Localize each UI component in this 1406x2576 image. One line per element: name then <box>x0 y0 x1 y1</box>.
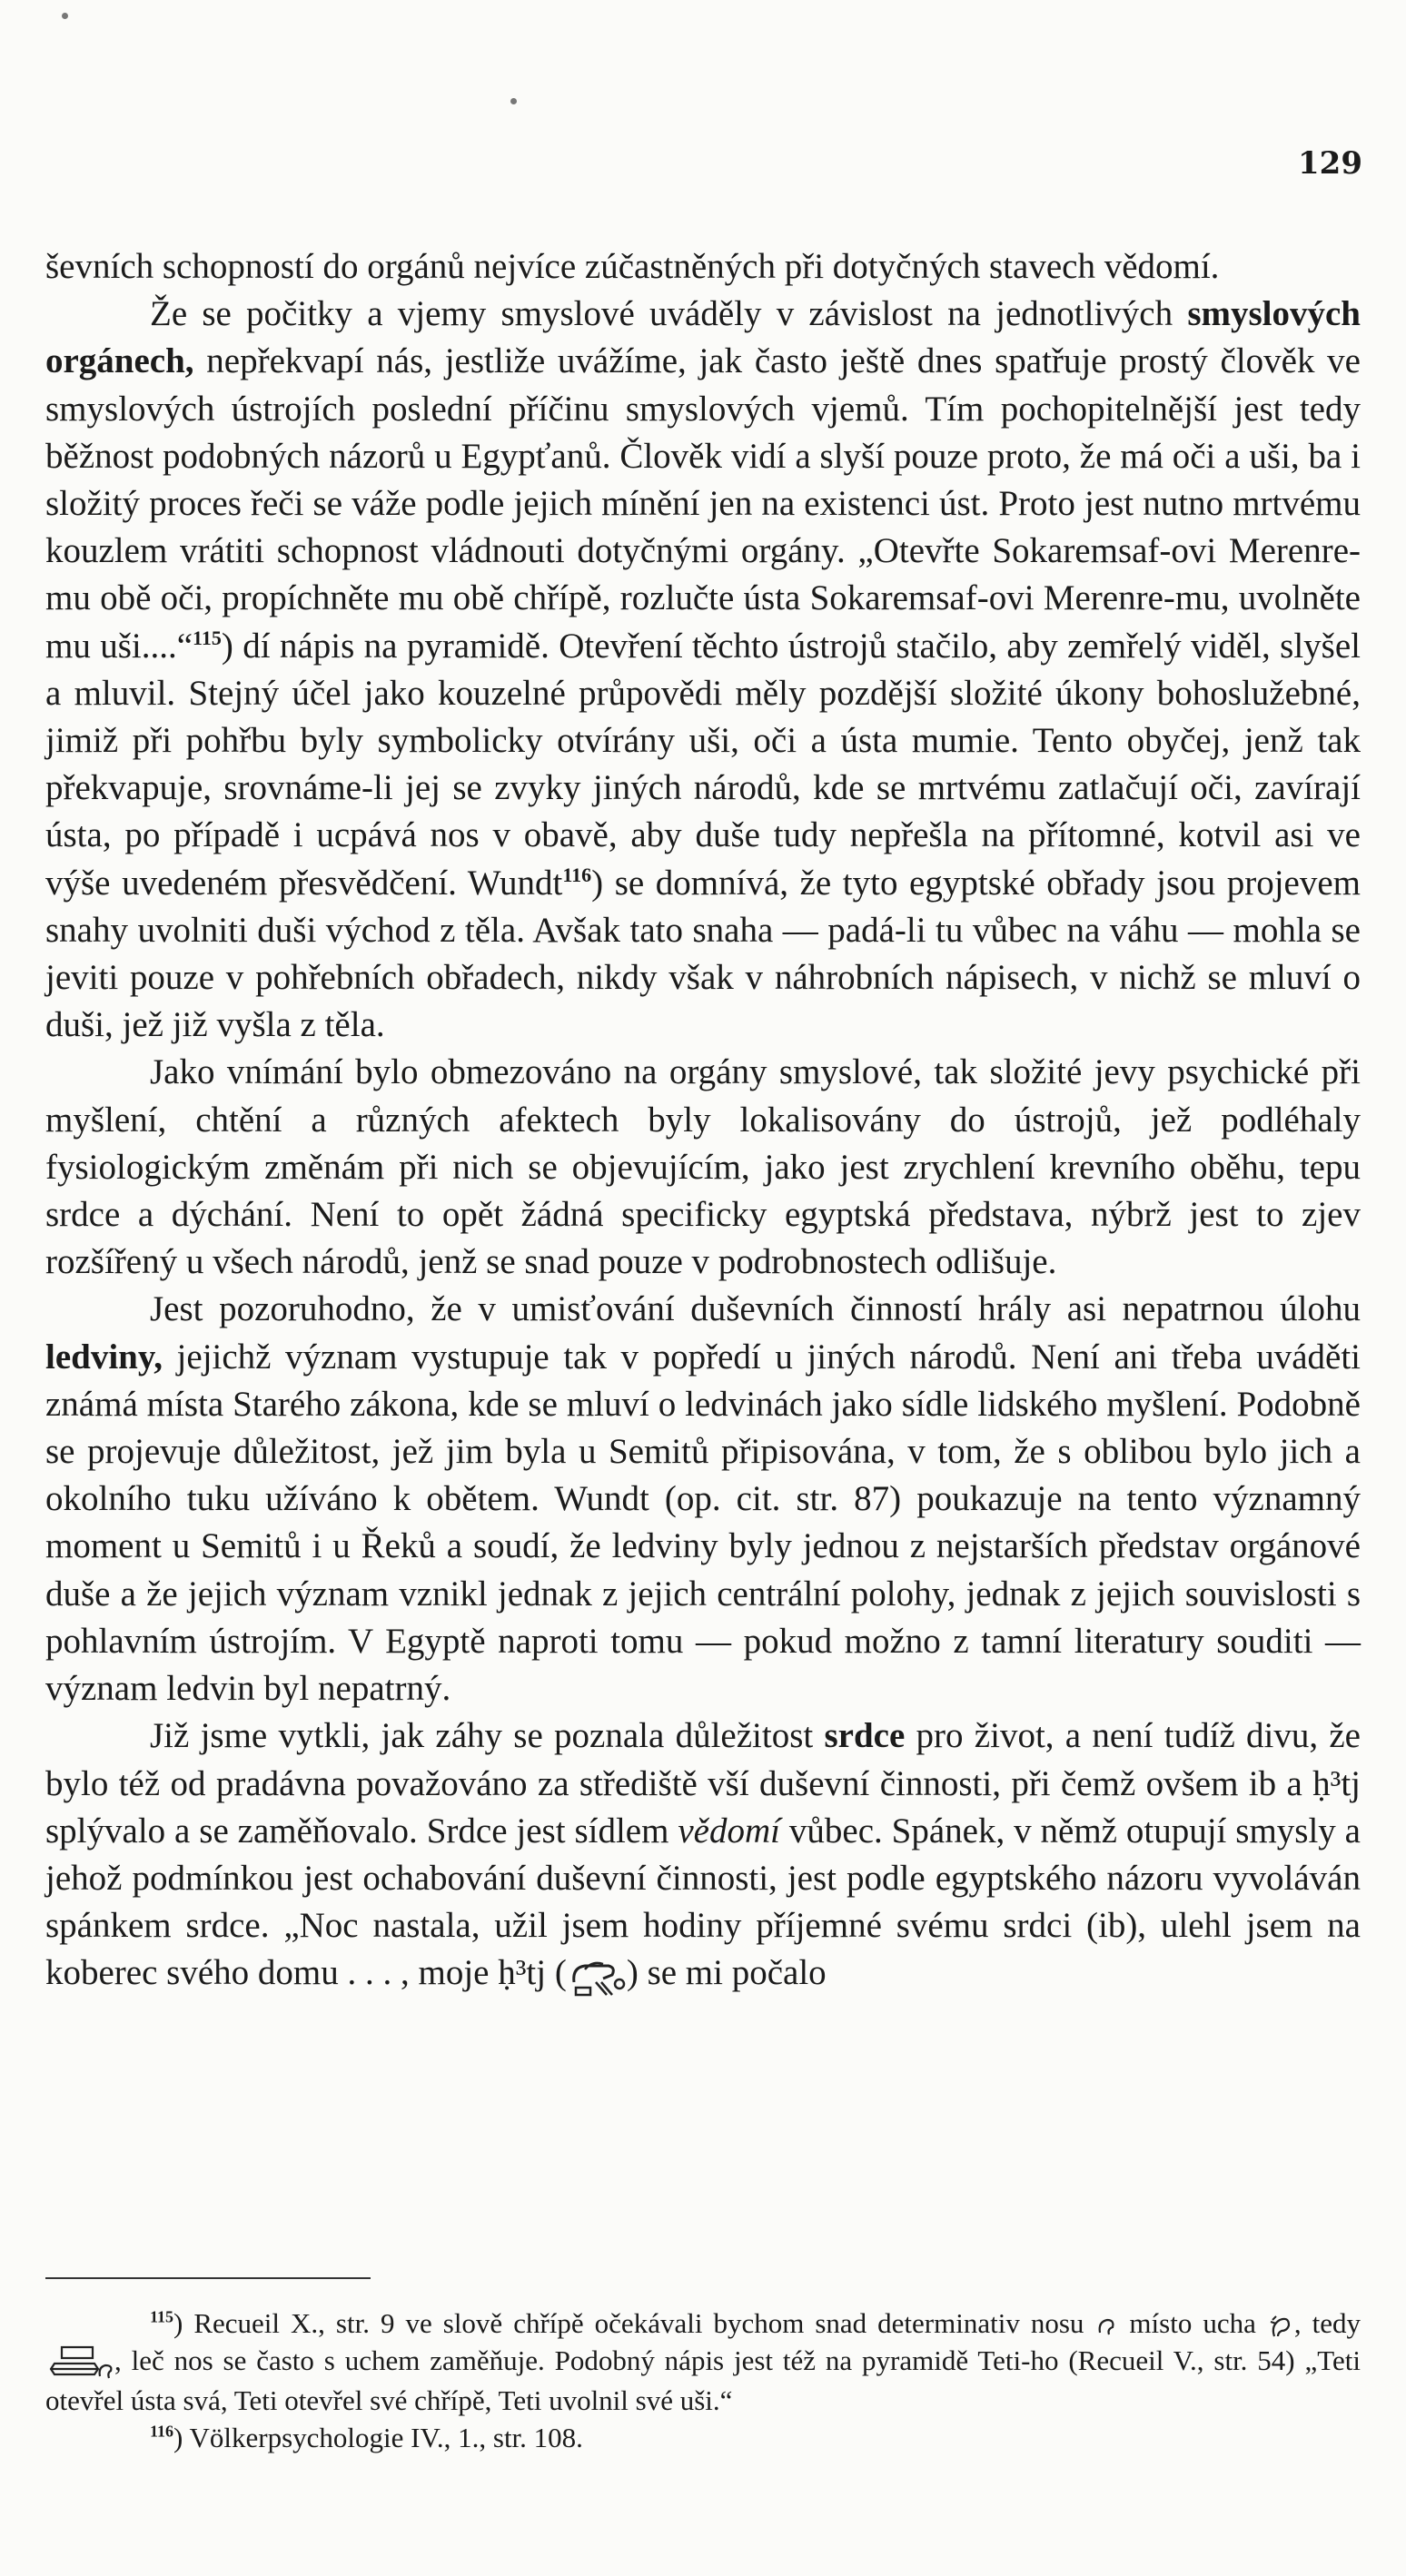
paragraph <box>45 1049 1361 1286</box>
bold-term: srdce <box>824 1716 906 1756</box>
text-run: Že se počitky a vjemy smyslové uváděly v závislost na jednotlivých <box>150 294 1188 334</box>
paragraph <box>45 243 1361 291</box>
speck-mark <box>510 98 517 104</box>
page-number: 129 <box>1298 145 1362 182</box>
text-run: pro život, a není tudíž divu, že bylo též od pradávna považováno za střediště vší duševní činnosti, při čemž ovšem ib a ḥ³tj splývalo a se zaměňovalo. Srdce jest sídlem <box>45 1716 1361 1851</box>
paragraph <box>45 1286 1361 1712</box>
italic-term: vědomí <box>678 1811 780 1851</box>
bold-term: smyslových orgánech, <box>45 294 1361 381</box>
text-run: , leč nos se často s uchem zaměňuje. Podobný nápis jest též na pyramidě Teti-ho (Recueil V., str. 54) „Teti otevřel ústa svá, Teti otevřel své chřípě, Teti uvolnil své uši.“ <box>45 2344 1361 2416</box>
text-run: ) dí nápis na pyramidě. Otevření těchto ústrojů stačilo, aby zemřelý viděl, slyšel a mluvil. Stejný účel jako kouzelné průpovědi měly pozdější složité úkony bohoslužebné, jimiž při pohřbu byly symbolicky otvírány uši, oči a ústa mumie. Tento obyčej, jenž tak překvapuje, srovnáme-li jej se zvyky jiných národů, kde se mrtvému zatlačují oči, zavírají ústa, po případě i ucpává nos v obavě, aby duše tudy nepřešla na přítomné, kotvil asi ve výše uvedeném přesvědčení. Wundt <box>45 626 1361 903</box>
text-run: místo ucha <box>1118 2307 1267 2339</box>
nose-glyph-icon <box>1094 2314 1118 2338</box>
footnote-mark: 115 <box>150 2307 174 2326</box>
text-run: jejichž význam vystupuje tak v popředí u jiných národů. Není ani třeba uváděti známá místa Starého zákona, kde se mluví o ledvinách jako sídle lidského myšlení. Podobně se projevuje důležitost, jež jim byla u Semitů připisována, v tom, že s oblibou bylo jich a okolního tuku užíváno k obětem. Wundt (op. cit. str. 87) poukazuje na tento významný moment u Semitů i u Řeků a soudí, že ledviny byly jednou z nejstarších představ orgánové duše a že jejich význam vznikl jednak z jejich centrální polohy, jednak z jejich souvislosti s pohlavním ústrojím. V Egyptě naproti tomu — pokud možno z tamní literatury souditi — význam ledvin byl nepatrný. <box>45 1337 1361 1709</box>
ear-glyph-icon <box>1267 2313 1294 2340</box>
footnotes <box>45 2305 1361 2456</box>
text-run: Jako vnímání bylo obmezováno na orgány smyslové, tak složité jevy psychické při myšlení, chtění a různých afektech byly lokalisovány do ústrojů, jež podléhaly fysiologickým změnám při nich se objevujícím, jako jest zrychlení krevního oběhu, tepu srdce a dýchání. Není to opět žádná specificky egyptská představa, nýbrž jest to zjev rozšířený u všech národů, jenž se snad pouze v podrobnostech odlišuje. <box>45 1052 1361 1282</box>
text-run: nepřekvapí nás, jestliže uvážíme, jak často ještě dnes spatřuje prostý člověk ve smyslových ústrojích poslední příčinu smyslových vjemů. Tím pochopitelnější jest tedy běžnost podobných názorů u Egypťanů. Člověk vidí a slyší pouze proto, že má oči a uši, ba i složitý proces řeči se váže podle jejich mínění jen na existenci úst. Proto jest nutno mrtvému kouzlem vrátiti schopnost vládnouti dotyčnými orgány. „Otevřte Sokaremsaf-ovi Merenre-mu obě oči, propíchněte mu obě chřípě, rozlučte ústa Sokaremsaf-ovi Merenre-mu, uvolněte mu uši....“ <box>45 341 1361 666</box>
footnote-divider <box>45 2277 371 2279</box>
text-run: ) Völkerpsychologie IV., 1., str. 108. <box>173 2421 583 2453</box>
text-run: ) se domnívá, že tyto egyptské obřady jsou projevem snahy uvolniti duši východ z těla. Avšak tato snaha — padá-li tu vůbec na váhu — mohla se jeviti pouze v pohřebních obřadech, nikdy však v náhrobních nápisech, v nichž se mluví o duši, jež již vyšla z těla. <box>45 863 1361 1045</box>
text-run: Již jsme vytkli, jak záhy se poznala důležitost <box>150 1716 825 1756</box>
footnote-ref-115[interactable]: 115 <box>193 626 222 649</box>
heart-hieroglyph-icon <box>567 1955 627 1997</box>
paragraph <box>45 291 1361 1049</box>
footnote-116 <box>45 2419 1361 2456</box>
paragraph <box>45 1712 1361 1997</box>
text-run: , tedy <box>1293 2307 1361 2339</box>
body-text <box>45 243 1361 1998</box>
text-run: ) Recueil X., str. 9 ve slově chřípě očekávali bychom snad determinativ nosu <box>173 2307 1095 2339</box>
bold-term: ledviny, <box>45 1337 163 1377</box>
text-run: vůbec. Spánek, v němž otupují smysly a jehož podmínkou jest ochabování duševní činnosti, jest podle egyptského názoru vyvoláván spánkem srdce. „Noc nastala, užil jsem hodiny příjemné svému srdci (ib), ulehl jsem na koberec svého domu . . . , moje ḥ³tj ( <box>45 1811 1361 1993</box>
text-run: ) se mi počalo <box>626 1953 827 1993</box>
text-run: ševních schopností do orgánů nejvíce zúčastněných při dotyčných stavech vědomí. <box>45 247 1220 286</box>
footnote-mark: 116 <box>150 2422 174 2441</box>
speck-mark <box>62 13 68 19</box>
footnote-ref-116[interactable]: 116 <box>562 863 592 886</box>
footnote-115 <box>45 2305 1361 2419</box>
nostril-glyph-icon <box>45 2345 114 2382</box>
text-run: Jest pozoruhodno, že v umisťování duševních činností hrály asi nepatrnou úlohu <box>150 1289 1361 1329</box>
